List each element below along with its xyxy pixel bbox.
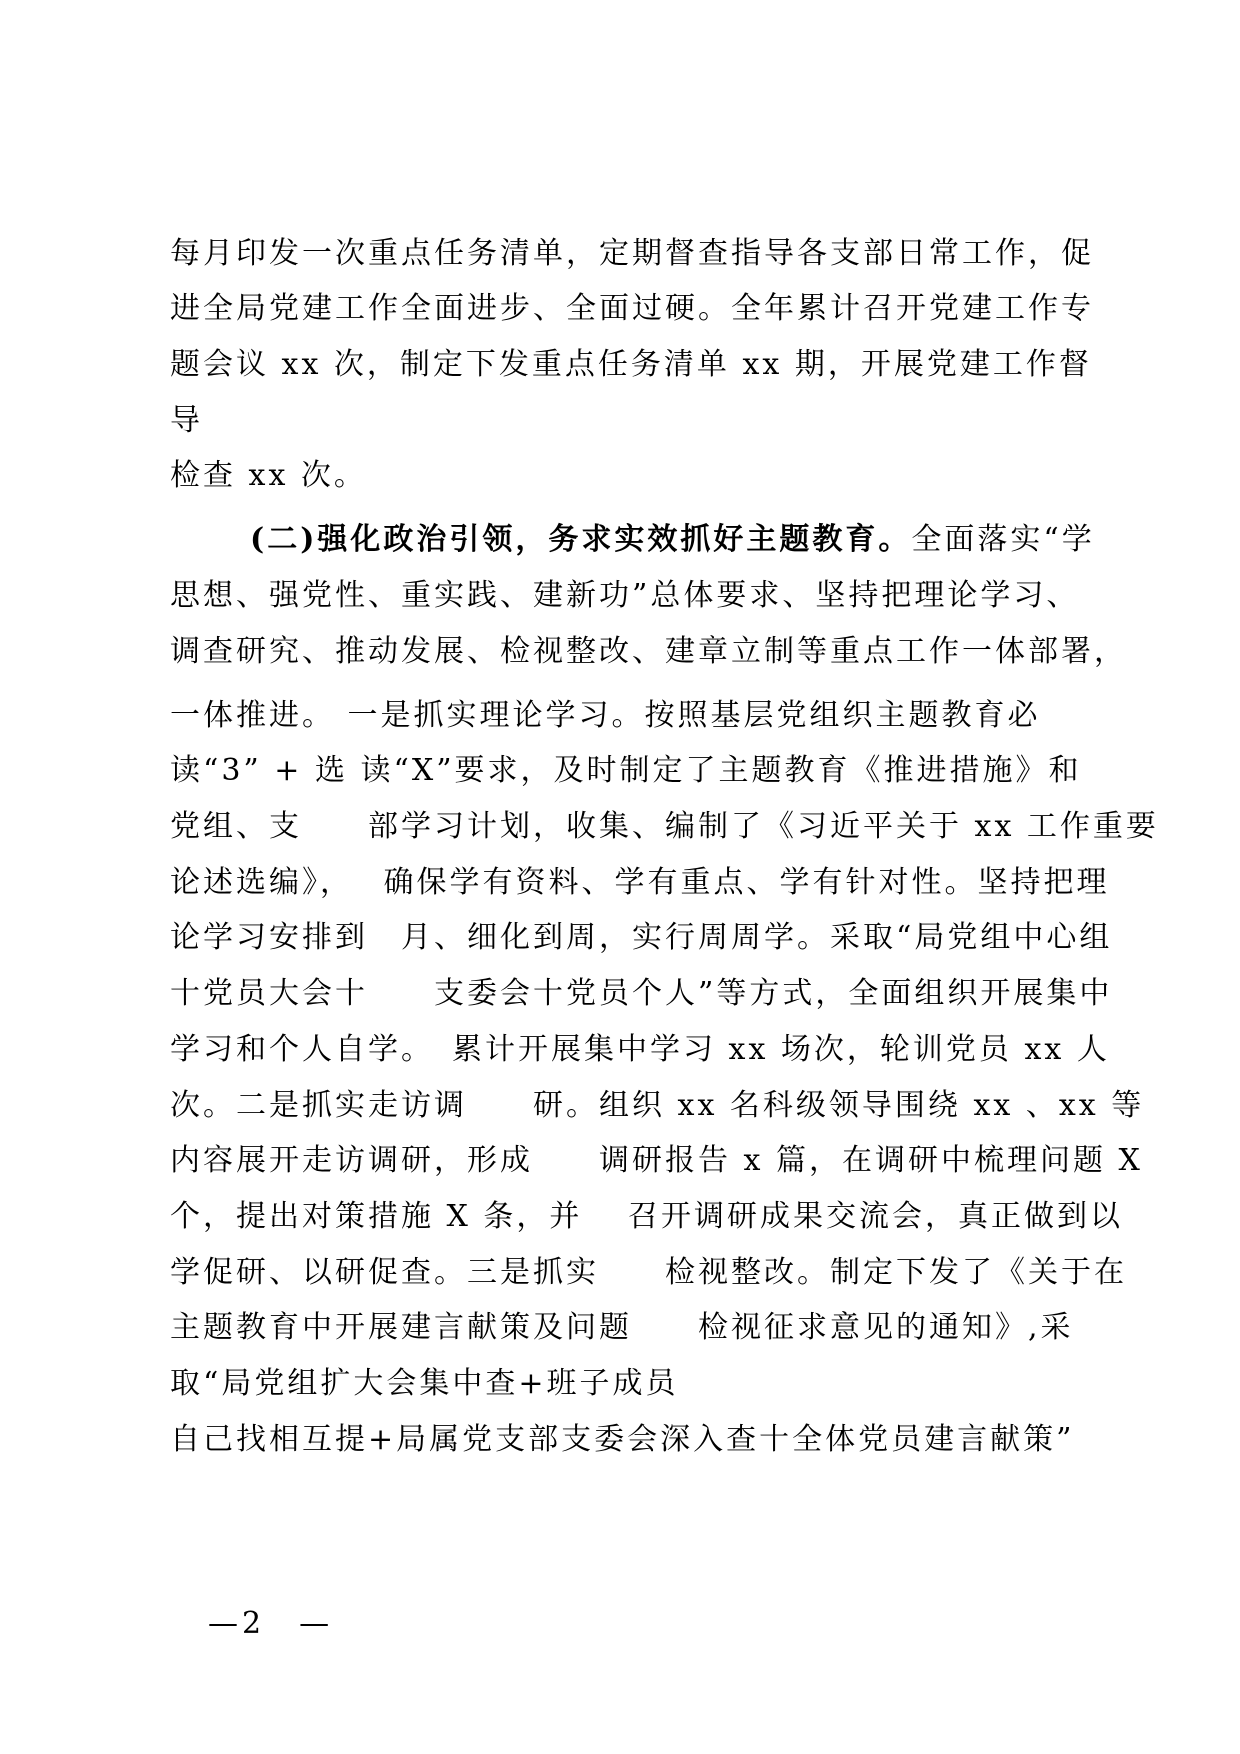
body-line-1: 每月印发一次重点任务清单，定期督查指导各支部日常工作，促: [170, 236, 1094, 271]
body-line-11: 十党员大会十 支委会十党员个人”等方式，全面组织开展集中: [170, 976, 1113, 1011]
body-line-13: 次。二是抓实走访调 研。组织 xx 名科级领导围绕 xx 、xx 等: [170, 1088, 1145, 1123]
section-line-2: 调查研究、推动发展、检视整改、建章立制等重点工作一体部署，: [170, 634, 1127, 669]
body-line-4: 导: [170, 403, 203, 438]
body-line-10: 论学习安排到 月、细化到周，实行周周学。采取“局党组中心组: [170, 920, 1113, 955]
section-heading-line: [250, 520, 1110, 560]
body-line-9: 论述选编》， 确保学有资料、学有重点、学有针对性。坚持把理: [170, 865, 1110, 900]
body-line-7: 读“3” + 选 读“X”要求，及时制定了主题教育《推进措施》和: [170, 753, 1082, 788]
body-line-14: 内容展开走访调研，形成 调研报告 x 篇，在调研中梳理问题 X: [170, 1143, 1143, 1178]
body-line-5: 检查 xx 次。: [170, 458, 367, 493]
page-number: —2 —: [208, 1606, 334, 1641]
section-heading: (二)强化政治引领，务求实效抓好主题教育。: [250, 522, 912, 557]
body-line-17: 主题教育中开展建言献策及问题 检视征求意见的通知》,采: [170, 1310, 1074, 1345]
body-line-8: 党组、支 部学习计划，收集、编制了《习近平关于 xx 工作重要: [170, 809, 1159, 844]
body-line-15: 个，提出对策措施 X 条，并 召开调研成果交流会，真正做到以: [170, 1199, 1123, 1234]
section-heading-rest: 全面落实“学: [911, 522, 1095, 557]
body-line-16: 学促研、以研促查。三是抓实 检视整改。制定下发了《关于在: [170, 1255, 1127, 1290]
body-line-3: 题会议 xx 次，制定下发重点任务清单 xx 期，开展党建工作督: [170, 347, 1092, 382]
section-line-1: 思想、强党性、重实践、建新功”总体要求、坚持把理论学习、: [170, 578, 1080, 613]
body-line-18: 取“局党组扩大会集中查+班子成员: [170, 1366, 679, 1401]
body-line-2: 进全局党建工作全面进步、全面过硬。全年累计召开党建工作专: [170, 291, 1094, 326]
body-line-19: 自己找相互提+局属党支部支委会深入查十全体党员建言献策”: [170, 1422, 1075, 1457]
body-line-6: 一体推进。 一是抓实理论学习。按照基层党组织主题教育必: [170, 698, 1041, 733]
body-line-12: 学习和个人自学。 累计开展集中学习 xx 场次，轮训党员 xx 人: [170, 1032, 1110, 1067]
